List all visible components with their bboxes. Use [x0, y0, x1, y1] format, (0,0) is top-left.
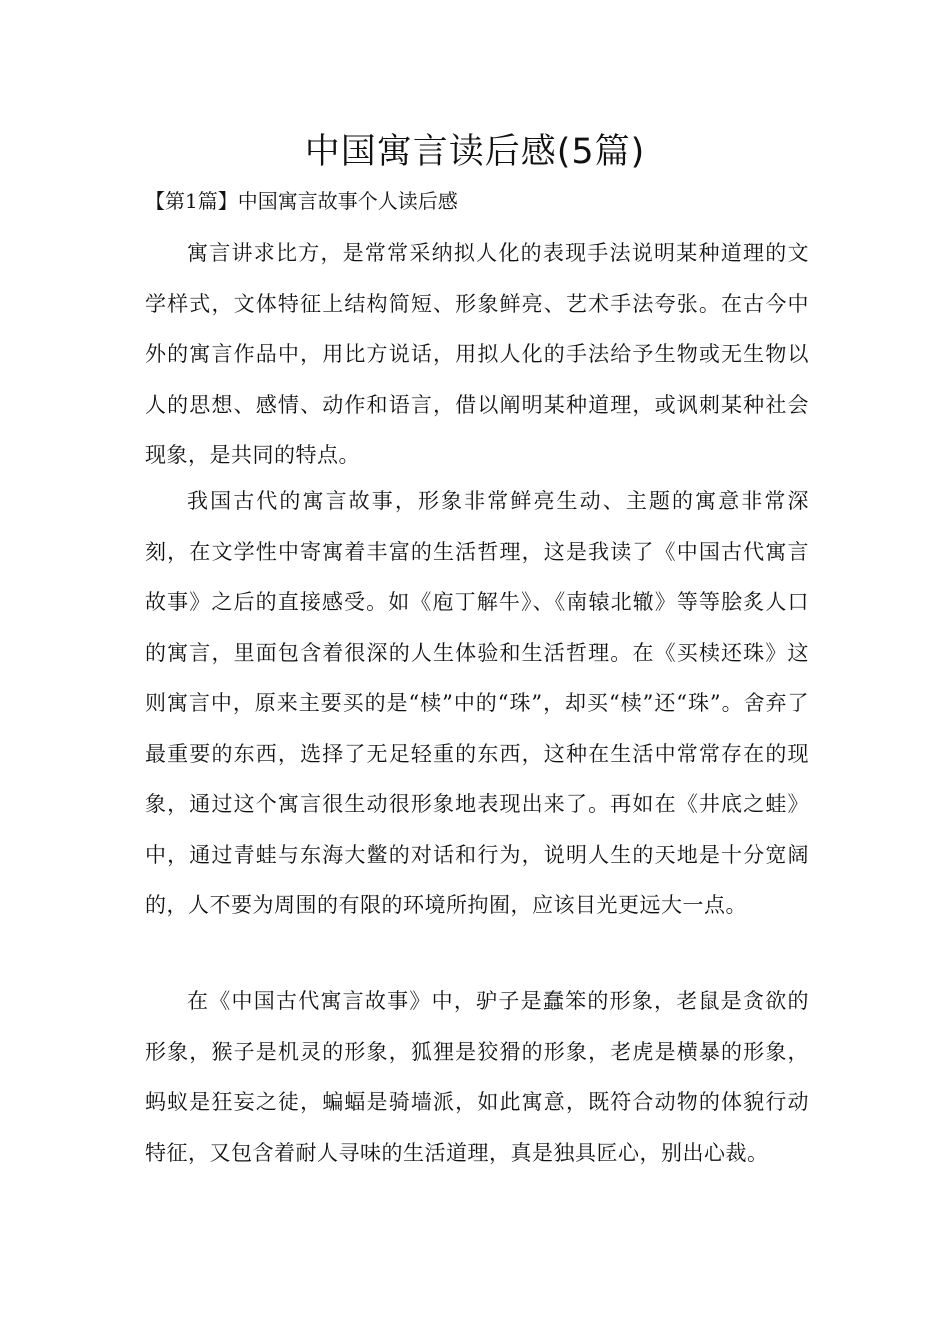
section-heading: 【第1篇】中国寓言故事个人读后感 [145, 189, 458, 213]
paragraph-1: 寓言讲求比方，是常常采纳拟人化的表现手法说明某种道理的文学样式，文体特征上结构简短、形象鲜亮、艺术手法夸张。在古今中外的寓言作品中，用比方说话，用拟人化的手法给予生物或无生物以人的思想、感情、动作和语言，借以阐明某种道理，或讽刺某种社会现象，是共同的特点。 [145, 241, 809, 467]
paragraph-2: 我国古代的寓言故事，形象非常鲜亮生动、主题的寓意非常深刻，在文学性中寄寓着丰富的生活哲理，这是我读了《中国古代寓言故事》之后的直接感受。如《庖丁解牛》、《南辕北辙》等等脍炙人口的寓言，里面包含着很深的人生体验和生活哲理。在《买椟还珠》这则寓言中，原来主要买的是“椟”中的“珠”，却买“椟”还“珠”。舍弃了最重要的东西，选择了无足轻重的东西，这种在生活中常常存在的现象，通过这个寓言很生动很形象地表现出来了。再如在《井底之蛙》中，通过青蛙与东海大鳖的对话和行为，说明人生的天地是十分宽阔的，人不要为周围的有限的环境所拘囿，应该目光更远大一点。 [145, 489, 809, 917]
document-title: 中国寓言读后感(5篇) [304, 132, 646, 172]
paragraph-3: 在《中国古代寓言故事》中，驴子是蠢笨的形象，老鼠是贪欲的形象，猴子是机灵的形象，狐狸是狡猾的形象，老虎是横暴的形象，蚂蚁是狂妄之徒，蝙蝠是骑墙派，如此寓意，既符合动物的体貌行动特征，又包含着耐人寻味的生活道理，真是独具匠心，别出心裁。 [145, 989, 809, 1165]
